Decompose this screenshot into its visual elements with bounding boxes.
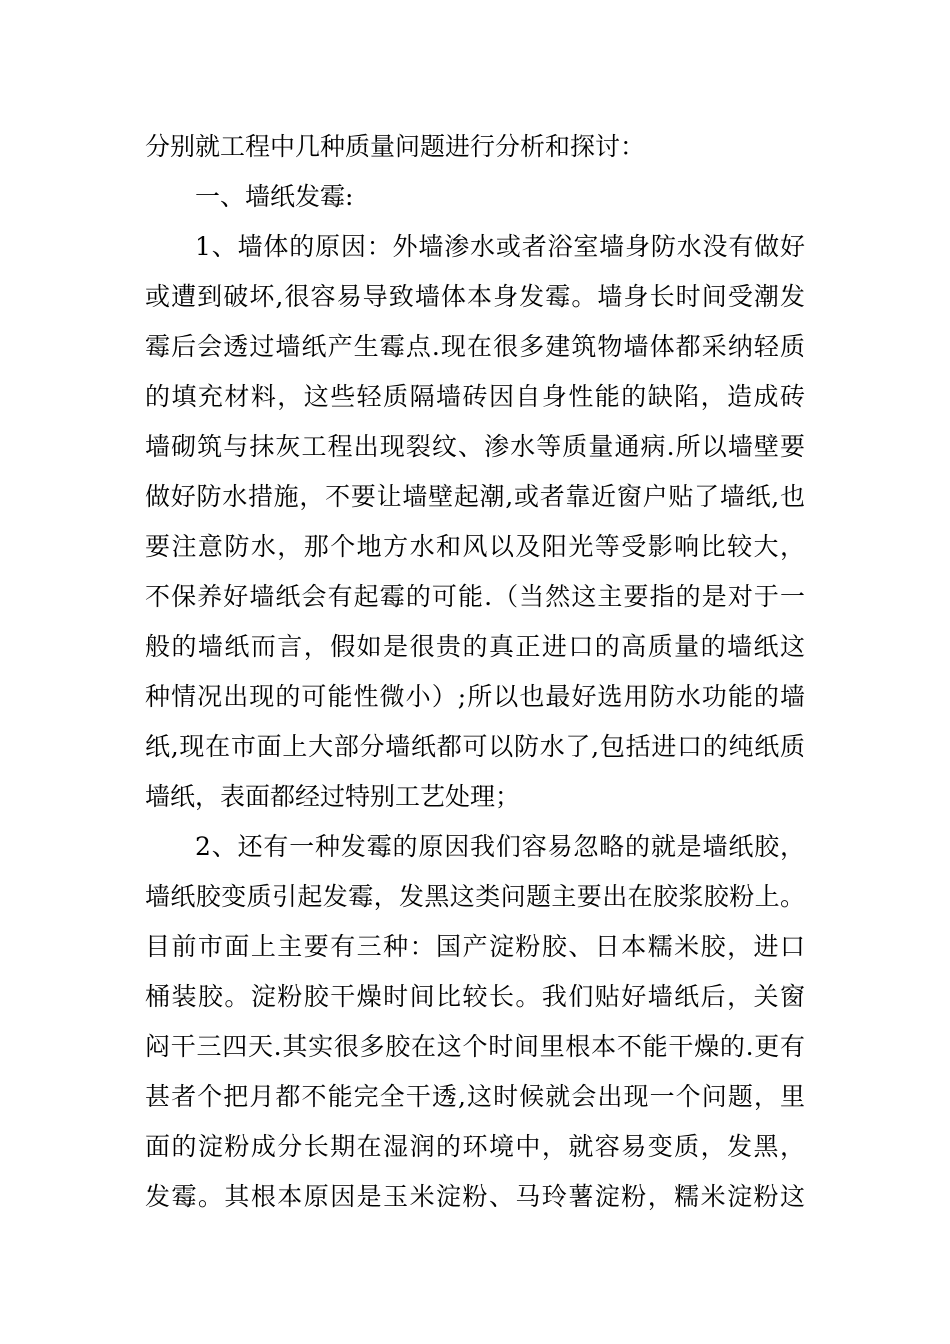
text-line: 桶装胶。淀粉胶干燥时间比较长。我们贴好墙纸后，关窗	[145, 982, 805, 1011]
text-line: 墙砌筑与抹灰工程出现裂纹、渗水等质量通病.所以墙壁要	[145, 432, 805, 461]
text-line: 分别就工程中几种质量问题进行分析和探讨：	[145, 132, 646, 161]
text-line: 纸,现在市面上大部分墙纸都可以防水了,包括进口的纯纸质	[145, 732, 805, 761]
text-line: 目前市面上主要有三种：国产淀粉胶、日本糯米胶，进口	[145, 932, 805, 961]
text-line: 或遭到破坏,很容易导致墙体本身发霉。墙身长时间受潮发	[145, 282, 805, 311]
text-line: 要注意防水，那个地方水和风以及阳光等受影响比较大，	[145, 532, 805, 561]
text-line: 墙纸，表面都经过特别工艺处理；	[145, 782, 521, 811]
text-line: 发霉。其根本原因是玉米淀粉、马玲薯淀粉，糯米淀粉这	[145, 1182, 805, 1211]
text-line: 霉后会透过墙纸产生霉点.现在很多建筑物墙体都采纳轻质	[145, 332, 805, 361]
text-line: 面的淀粉成分长期在湿润的环境中，就容易变质，发黑，	[145, 1132, 805, 1161]
text-line: 闷干三四天.其实很多胶在这个时间里根本不能干燥的.更有	[145, 1032, 805, 1061]
text-line: 的填充材料，这些轻质隔墙砖因自身性能的缺陷，造成砖	[145, 382, 805, 411]
text-line: 般的墙纸而言，假如是很贵的真正进口的高质量的墙纸这	[145, 632, 805, 661]
text-line: 墙纸胶变质引起发霉，发黑这类问题主要出在胶浆胶粉上。	[145, 882, 805, 911]
text-line: 甚者个把月都不能完全干透,这时候就会出现一个问题，里	[145, 1082, 805, 1111]
text-line: 1、墙体的原因：外墙渗水或者浴室墙身防水没有做好	[195, 232, 805, 261]
document-body	[145, 122, 805, 1222]
text-line: 做好防水措施，不要让墙壁起潮,或者靠近窗户贴了墙纸,也	[145, 482, 805, 511]
text-line: 种情况出现的可能性微小）;所以也最好选用防水功能的墙	[145, 682, 805, 711]
text-line: 2、还有一种发霉的原因我们容易忽略的就是墙纸胶，	[195, 832, 805, 861]
section-heading: 一、墙纸发霉:	[195, 182, 354, 211]
text-line: 不保养好墙纸会有起霉的可能.（当然这主要指的是对于一	[145, 582, 805, 611]
